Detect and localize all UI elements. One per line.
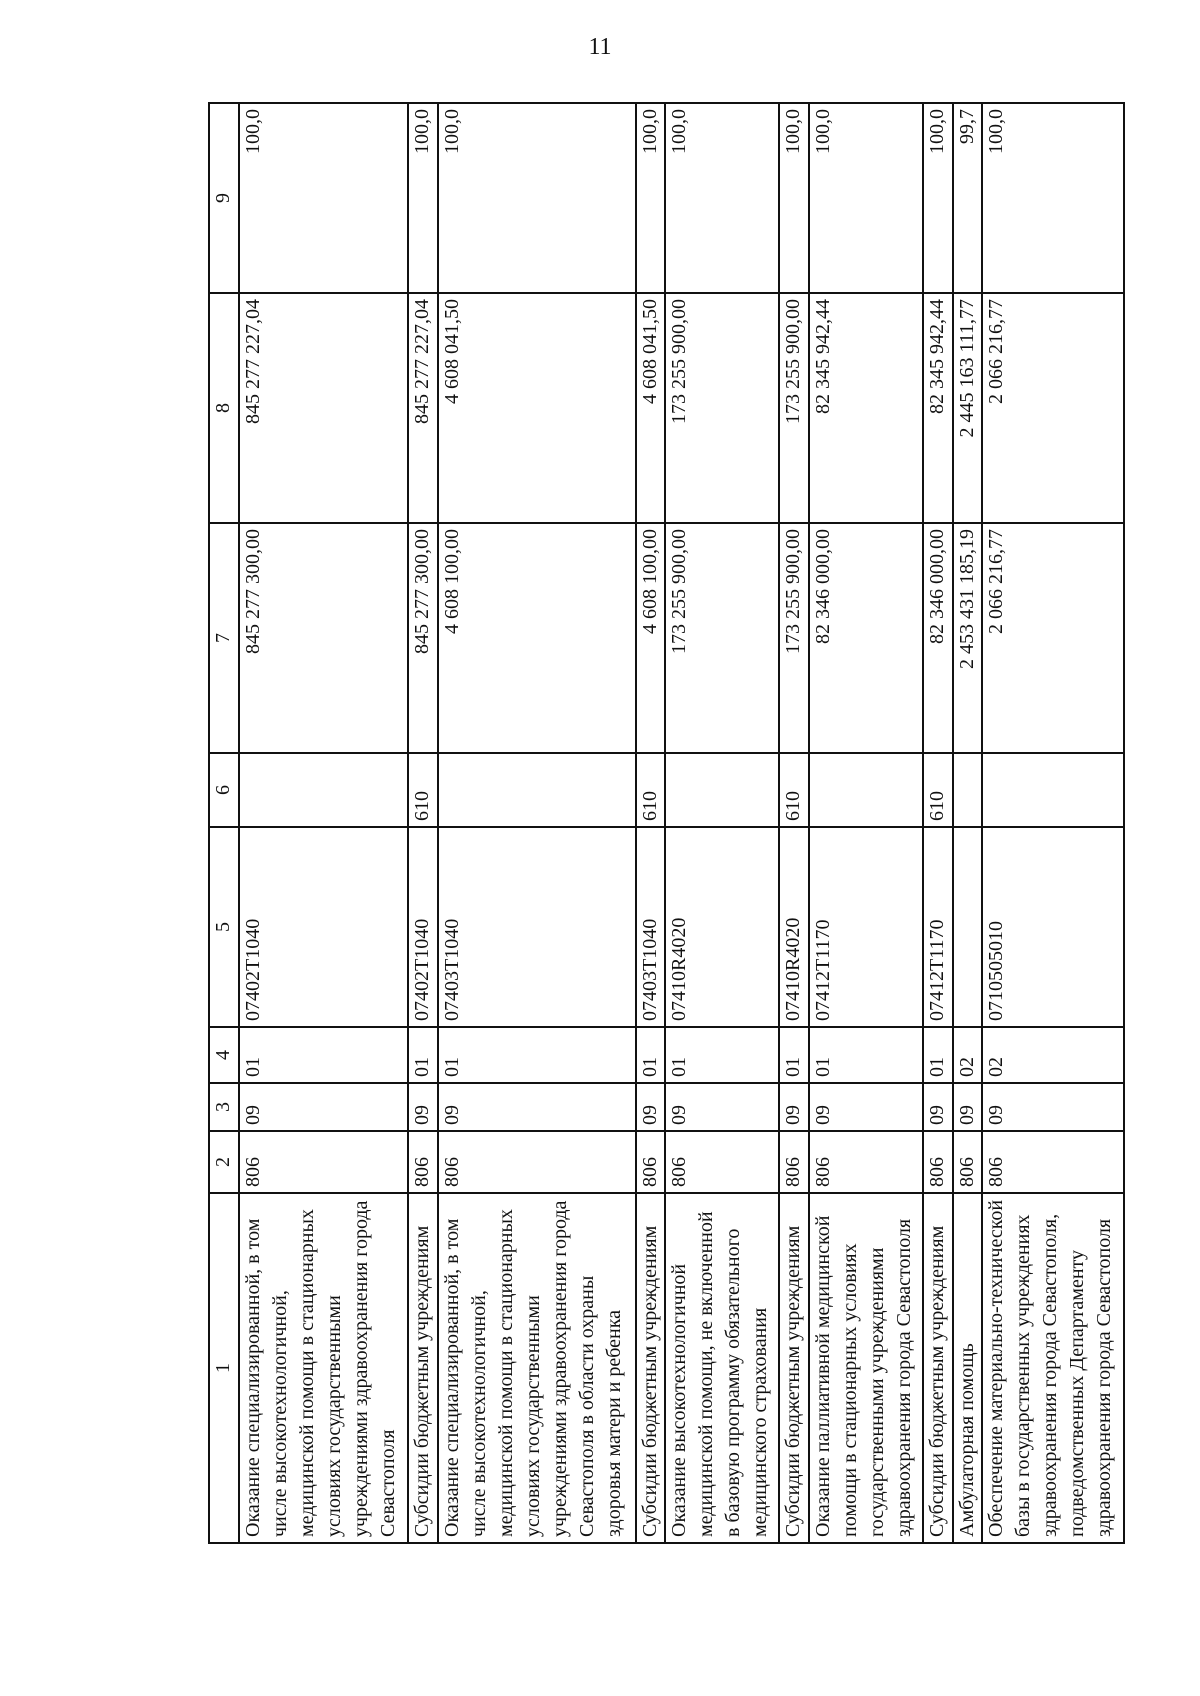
- cell-admin-code: 806: [636, 1131, 666, 1193]
- header-row: [209, 103, 239, 1543]
- cell-executed: 845 277 227,04: [408, 293, 438, 523]
- cell-subsection: 01: [809, 1027, 923, 1083]
- cell-name: Субсидии бюджетным учреждениям: [636, 1193, 666, 1543]
- cell-planned: 4 608 100,00: [636, 523, 666, 753]
- cell-admin-code: 806: [438, 1131, 635, 1193]
- cell-executed: 82 345 942,44: [923, 293, 953, 523]
- cell-section: 09: [239, 1083, 408, 1131]
- cell-name: Субсидии бюджетным учреждениям: [408, 1193, 438, 1543]
- cell-expense-type: [982, 753, 1124, 827]
- table-row: [438, 103, 635, 1543]
- cell-executed: 845 277 227,04: [239, 293, 408, 523]
- cell-percent: 100,0: [809, 103, 923, 293]
- header-col-7: 7: [209, 523, 239, 753]
- cell-section: 09: [438, 1083, 635, 1131]
- budget-table-rotated: [208, 104, 1125, 1544]
- cell-admin-code: 806: [982, 1131, 1124, 1193]
- cell-subsection: 01: [923, 1027, 953, 1083]
- header-col-2: 2: [209, 1131, 239, 1193]
- cell-executed: 4 608 041,50: [636, 293, 666, 523]
- cell-section: 09: [779, 1083, 809, 1131]
- cell-name: Субсидии бюджетным учреждениям: [923, 1193, 953, 1543]
- cell-planned: 82 346 000,00: [923, 523, 953, 753]
- cell-target-article: 07403T1040: [636, 827, 666, 1027]
- cell-executed: 2 445 163 111,77: [953, 293, 983, 523]
- cell-target-article: 07410R4020: [665, 827, 779, 1027]
- cell-admin-code: 806: [809, 1131, 923, 1193]
- table-row: [665, 103, 779, 1543]
- cell-executed: 173 255 900,00: [779, 293, 809, 523]
- cell-section: 09: [982, 1083, 1124, 1131]
- cell-target-article: 07412T1170: [923, 827, 953, 1027]
- cell-admin-code: 806: [665, 1131, 779, 1193]
- cell-section: 09: [953, 1083, 983, 1131]
- cell-subsection: 01: [665, 1027, 779, 1083]
- cell-percent: 100,0: [438, 103, 635, 293]
- cell-section: 09: [809, 1083, 923, 1131]
- cell-expense-type: [438, 753, 635, 827]
- cell-subsection: 02: [982, 1027, 1124, 1083]
- cell-target-article: [953, 827, 983, 1027]
- cell-expense-type: 610: [408, 753, 438, 827]
- cell-executed: 2 066 216,77: [982, 293, 1124, 523]
- cell-name: Амбулаторная помощь: [953, 1193, 983, 1543]
- cell-admin-code: 806: [779, 1131, 809, 1193]
- cell-name: Оказание высокотехнологичной медицинской помощи, не включенной в базовую программу обязательного медицинского страхования: [665, 1193, 779, 1543]
- cell-admin-code: 806: [239, 1131, 408, 1193]
- cell-executed: 4 608 041,50: [438, 293, 635, 523]
- header-col-1: 1: [209, 1193, 239, 1543]
- header-col-6: 6: [209, 753, 239, 827]
- cell-section: 09: [636, 1083, 666, 1131]
- cell-planned: 2 453 431 185,19: [953, 523, 983, 753]
- cell-percent: 100,0: [665, 103, 779, 293]
- cell-expense-type: [665, 753, 779, 827]
- budget-table: [208, 102, 1125, 1544]
- table-row: [636, 103, 666, 1543]
- cell-expense-type: [239, 753, 408, 827]
- cell-subsection: 01: [408, 1027, 438, 1083]
- cell-planned: 173 255 900,00: [779, 523, 809, 753]
- cell-expense-type: 610: [923, 753, 953, 827]
- cell-planned: 845 277 300,00: [239, 523, 408, 753]
- cell-section: 09: [665, 1083, 779, 1131]
- cell-percent: 100,0: [779, 103, 809, 293]
- cell-section: 09: [408, 1083, 438, 1131]
- cell-name: Оказание специализированной, в том числе высокотехнологичной, медицинской помощи в стационарных условиях государственными учреждениями здравоохранения города Севастополя в области охраны здоровья матери и ребенка: [438, 1193, 635, 1543]
- table-row: [953, 103, 983, 1543]
- cell-name: Оказание специализированной, в том числе высокотехнологичной, медицинской помощи в стационарных условиях государственными учреждениями здравоохранения города Севастополя: [239, 1193, 408, 1543]
- cell-expense-type: 610: [636, 753, 666, 827]
- table-row: [923, 103, 953, 1543]
- cell-target-article: 07403T1040: [438, 827, 635, 1027]
- cell-executed: 82 345 942,44: [809, 293, 923, 523]
- cell-expense-type: [809, 753, 923, 827]
- table-row: [239, 103, 408, 1543]
- cell-subsection: 02: [953, 1027, 983, 1083]
- table-row: [779, 103, 809, 1543]
- header-col-4: 4: [209, 1027, 239, 1083]
- cell-expense-type: 610: [779, 753, 809, 827]
- cell-percent: 100,0: [982, 103, 1124, 293]
- cell-section: 09: [923, 1083, 953, 1131]
- cell-subsection: 01: [636, 1027, 666, 1083]
- cell-target-article: 07402T1040: [239, 827, 408, 1027]
- cell-planned: 845 277 300,00: [408, 523, 438, 753]
- page-number: 11: [588, 34, 612, 60]
- cell-planned: 4 608 100,00: [438, 523, 635, 753]
- cell-target-article: 07410R4020: [779, 827, 809, 1027]
- cell-target-article: 0710505010: [982, 827, 1124, 1027]
- cell-percent: 100,0: [636, 103, 666, 293]
- cell-admin-code: 806: [923, 1131, 953, 1193]
- cell-subsection: 01: [239, 1027, 408, 1083]
- cell-expense-type: [953, 753, 983, 827]
- header-col-5: 5: [209, 827, 239, 1027]
- cell-planned: 82 346 000,00: [809, 523, 923, 753]
- cell-target-article: 07402T1040: [408, 827, 438, 1027]
- table-row: [408, 103, 438, 1543]
- cell-planned: 173 255 900,00: [665, 523, 779, 753]
- cell-percent: 99,7: [953, 103, 983, 293]
- table-body: [239, 103, 1124, 1543]
- table-row: [809, 103, 923, 1543]
- cell-admin-code: 806: [953, 1131, 983, 1193]
- cell-percent: 100,0: [408, 103, 438, 293]
- cell-admin-code: 806: [408, 1131, 438, 1193]
- header-col-8: 8: [209, 293, 239, 523]
- cell-subsection: 01: [438, 1027, 635, 1083]
- header-col-3: 3: [209, 1083, 239, 1131]
- cell-name: Обеспечение материально-технической базы в государственных учреждениях здравоохранения города Севастополя, подведомственных Департаменту здравоохранения города Севастополя: [982, 1193, 1124, 1543]
- cell-executed: 173 255 900,00: [665, 293, 779, 523]
- cell-name: Оказание паллиативной медицинской помощи в стационарных условиях государственными учреждениями здравоохранения города Севастополя: [809, 1193, 923, 1543]
- header-col-9: 9: [209, 103, 239, 293]
- cell-percent: 100,0: [923, 103, 953, 293]
- table-row: [982, 103, 1124, 1543]
- cell-name: Субсидии бюджетным учреждениям: [779, 1193, 809, 1543]
- cell-planned: 2 066 216,77: [982, 523, 1124, 753]
- cell-percent: 100,0: [239, 103, 408, 293]
- cell-target-article: 07412T1170: [809, 827, 923, 1027]
- cell-subsection: 01: [779, 1027, 809, 1083]
